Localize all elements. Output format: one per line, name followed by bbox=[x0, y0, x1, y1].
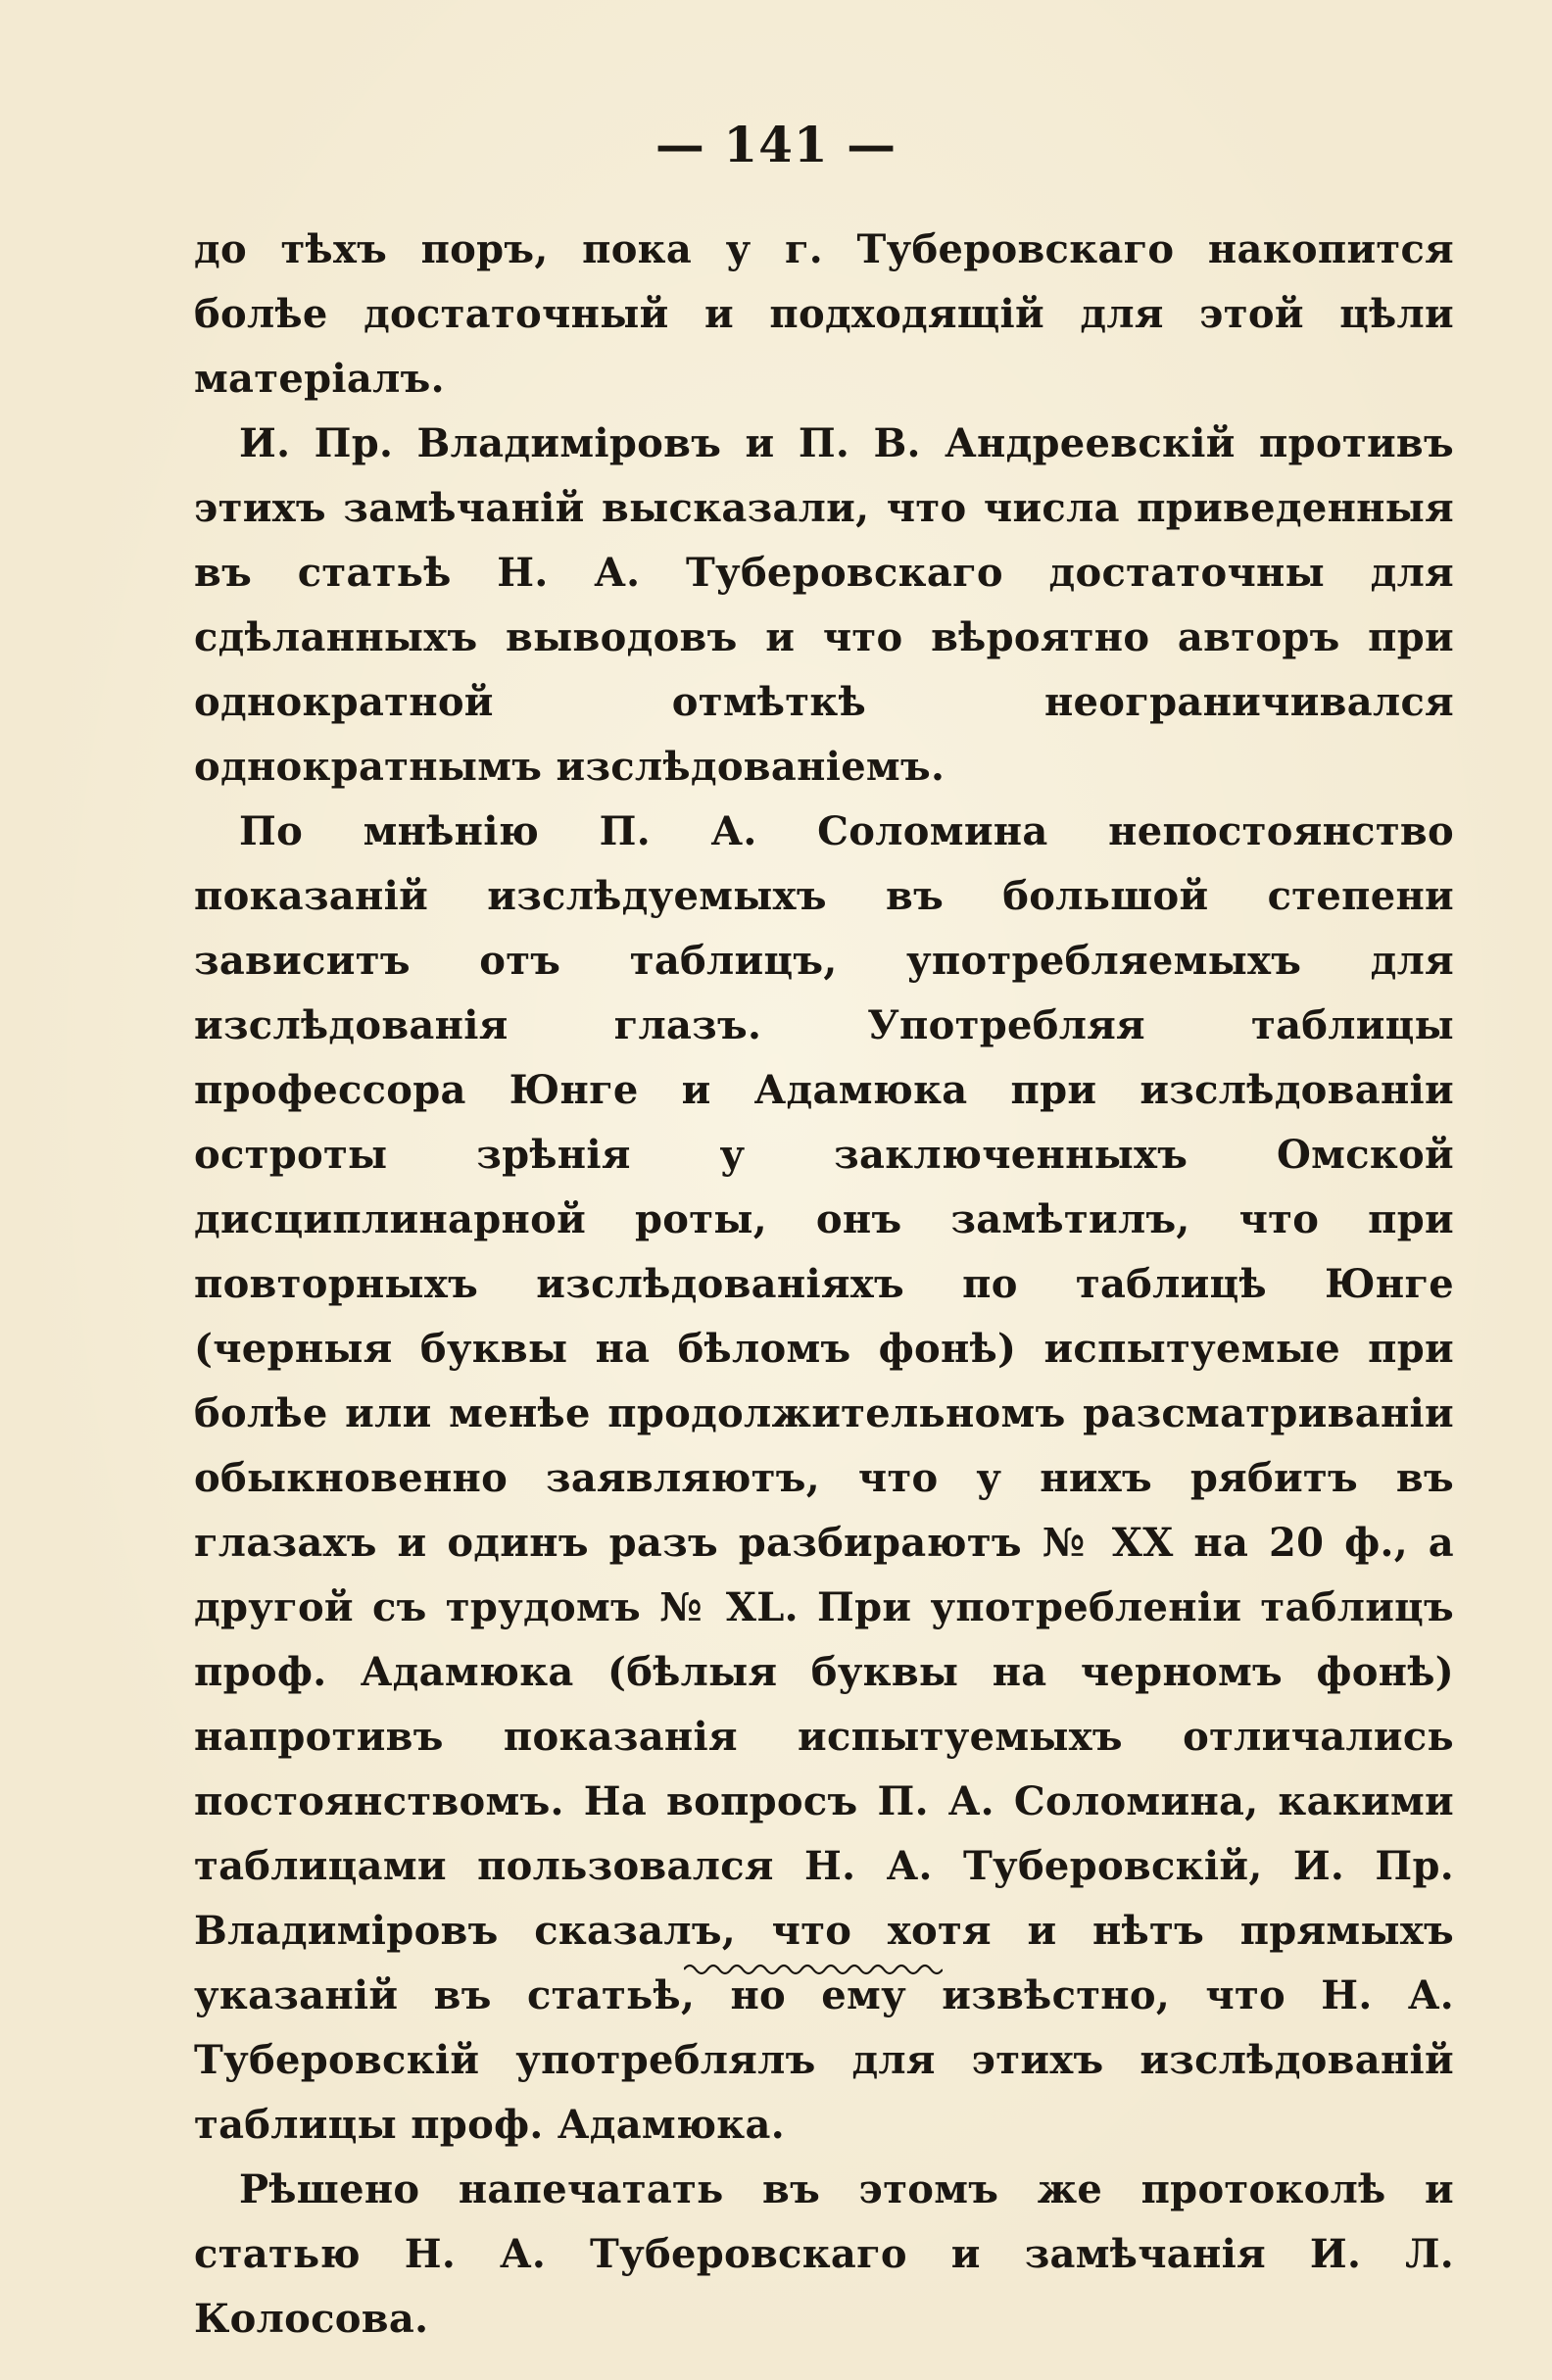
paragraph-reply: И. Пр. Владиміровъ и П. В. Андреевскій противъ этихъ замѣчаній высказали, что числа приведенныя въ статьѣ Н. А. Туберовскаго достаточны для сдѣланныхъ выводовъ и что вѣроятно авторъ при однократной отмѣткѣ неограничивался однократнымъ изслѣдованіемъ. bbox=[194, 420, 1454, 790]
page-number: — 141 — bbox=[655, 116, 897, 173]
paragraph-resolution: Рѣшено напечатать въ этомъ же протоколѣ и статью Н. А. Туберовскаго и замѣчанія И. Л. Колосова. bbox=[194, 2166, 1454, 2342]
body-text bbox=[194, 218, 1454, 2352]
wavy-rule-ornament bbox=[684, 1960, 943, 1979]
paragraph-continuation: до тѣхъ поръ, пока у г. Туберовскаго накопится болѣе достаточный и подходящій для этой цѣли матеріалъ. bbox=[194, 226, 1454, 402]
wavy-rule-icon bbox=[684, 1960, 943, 1979]
paragraph-solomin-opinion: По мнѣнію П. А. Соломина непостоянство показаній изслѣдуемыхъ въ большой степени зависитъ отъ таблицъ, употребляемыхъ для изслѣдованія глазъ. Употребляя таблицы профессора Юнге и Адамюка при изслѣдованіи остроты зрѣнія у заключенныхъ Омской дисциплинарной роты, онъ замѣтилъ, что при повторныхъ изслѣдованіяхъ по таблицѣ Юнге (черныя буквы на бѣломъ фонѣ) испытуемые при болѣе или менѣе продолжительномъ разсматриваніи обыкновенно заявляютъ, что у нихъ рябитъ въ глазахъ и одинъ разъ разбираютъ № XX на 20 ф., а другой съ трудомъ № XL. При употребленіи таблицъ проф. Адамюка (бѣлыя буквы на черномъ фонѣ) напротивъ показанія испытуемыхъ отличались постоянствомъ. На вопросъ П. А. Соломина, какими таблицами пользовался Н. А. Туберовскій, И. Пр. Владиміровъ сказалъ, что хотя и нѣтъ прямыхъ указаній въ статьѣ, но ему извѣстно, что Н. А. Туберовскій употреблялъ для этихъ изслѣдованій таблицы проф. Адамюка. bbox=[194, 808, 1454, 2148]
